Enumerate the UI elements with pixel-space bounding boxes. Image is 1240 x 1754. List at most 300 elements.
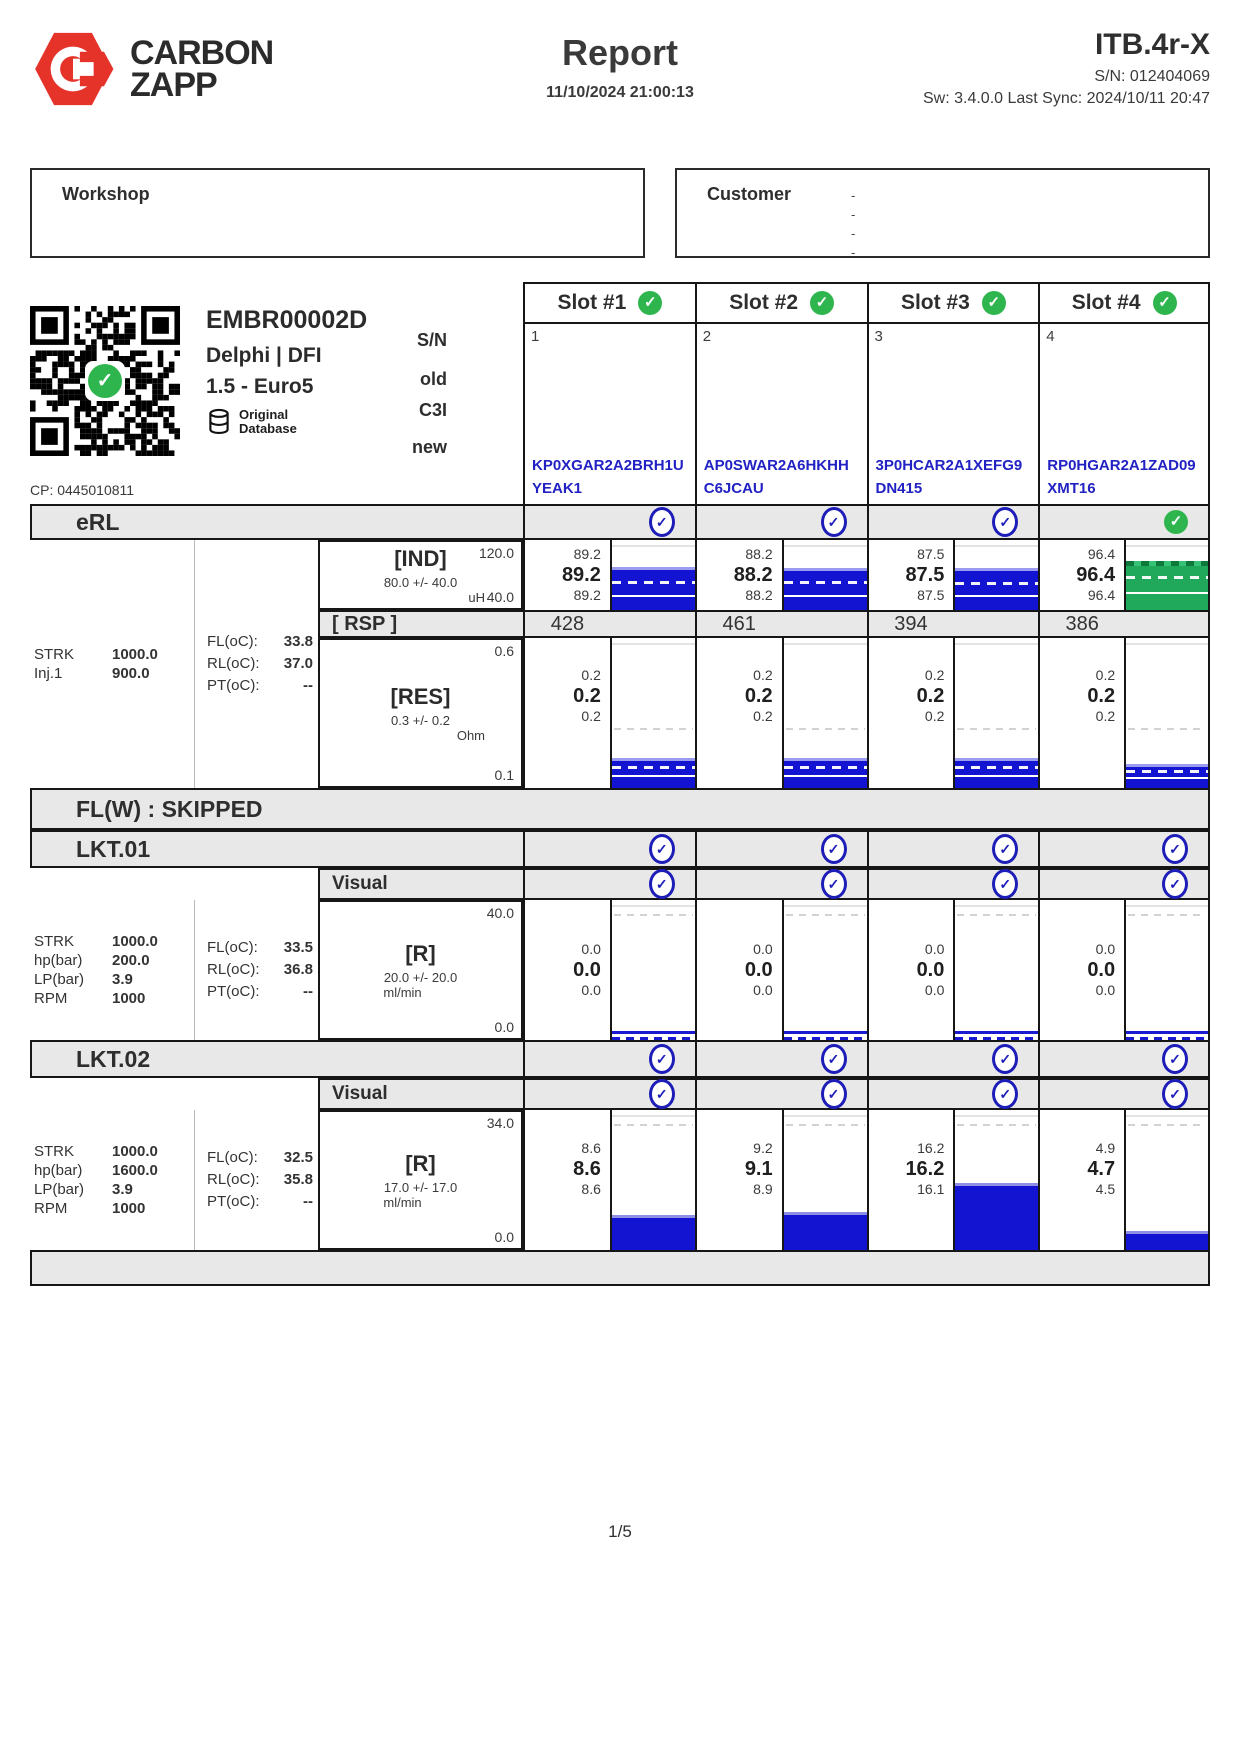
param-name: STRK [34,1143,75,1160]
customer-label: Customer [707,184,792,204]
lkt02-visual-row [30,1078,1210,1110]
temp-value: 33.8 [283,633,313,650]
brand-name [130,33,274,104]
param-value: 1000 [112,1200,146,1217]
qr-code [30,306,180,456]
temp-value: 36.8 [283,961,313,978]
header-device-block [880,18,1210,108]
value-min: 0.0 [581,982,601,998]
value-max: 0.0 [1095,941,1116,957]
erl-slot3-status [867,504,1039,540]
param-value: 1000.0 [112,646,158,663]
res-slot2-bar [784,758,867,788]
slot-1-injector-code [532,454,684,501]
param-name: STRK [34,646,75,663]
value-min: 96.4 [1087,587,1116,603]
lkt01-slot3-status [867,830,1039,868]
lkt01-slot2-bar [784,1031,867,1040]
rsp-slot1-result [523,610,695,638]
lkt02-slot3-chart [953,1110,1038,1250]
lkt02-slot1-bar [612,1215,695,1250]
res-slot1-result [523,638,695,788]
lkt01-slot4-bar [1126,1031,1208,1040]
param-name: STRK [34,933,75,950]
ind-test-unit: uH [468,589,485,605]
erl-parameters [30,540,195,788]
lkt02-slot4-result [1038,1110,1210,1250]
workshop-label: Workshop [62,184,150,204]
database-row [206,408,367,437]
slot-3-cell [867,282,1039,504]
lkt01-visual-row [30,868,1210,900]
code-line2: YEAK1 [532,479,583,497]
slot-1-number: 1 [531,328,540,345]
ind-slot3-chart [953,540,1038,610]
slot-2-body [697,324,867,504]
value-avg: 96.4 [1076,564,1116,586]
check-icon: ✓ [992,507,1018,537]
param-name: LP(bar) [34,971,85,988]
lkt01-slot4-result [1038,900,1210,1040]
check-icon: ✓ [649,834,675,864]
old-code-value: C3I [418,400,447,420]
lkt01-slot1-bar [612,1031,695,1040]
lkt01-slot4-values [1040,900,1124,1040]
check-icon: ✓ [821,507,847,537]
res-slot3-bar [955,758,1038,788]
ind-slot2-bar [784,568,867,610]
temp-value: 33.5 [283,939,313,956]
lkt02-slot2-result [695,1110,867,1250]
temp-name: FL(oC): [207,1149,258,1166]
res-slot3-chart [953,638,1038,788]
injector-info [180,306,367,504]
lkt01-slot1-chart [610,900,695,1040]
lkt02-visual-slot2 [695,1078,867,1110]
lkt01-slot4-status [1038,830,1210,868]
value-min: 0.0 [1095,982,1116,998]
carbon-zapp-logo-icon [30,26,116,112]
flw-title: FL(W) : SKIPPED [76,795,263,822]
value-avg: 16.2 [905,1158,945,1180]
workshop-box [30,168,645,258]
r-axis-min: 0.0 [494,1019,514,1035]
erl-slot2-status [695,504,867,540]
code-line1: RP0HGAR2A1ZAD09 [1047,456,1196,474]
value-min: 8.9 [753,1181,773,1197]
slot-3-number: 3 [874,328,883,345]
res-slot1-values [525,638,610,788]
footer-band [30,1250,1210,1286]
slot-1-cell [523,282,695,504]
value-avg: 0.2 [916,685,945,707]
report-datetime: 11/10/2024 21:00:13 [546,84,694,101]
lkt02-slot2-chart [782,1110,867,1250]
lkt01-slot1-status [523,830,695,868]
param-value: 3.9 [112,1181,133,1198]
value-avg: 0.0 [744,959,773,981]
temp-name: PT(oC): [207,983,260,1000]
lkt02-title: LKT.02 [30,1040,523,1078]
injector-id-cell [30,282,523,504]
sn-label: S/N [416,330,447,350]
r-test-unit: ml/min [383,1194,422,1210]
check-icon: ✓ [992,1044,1018,1074]
param-value: 1600.0 [112,1162,158,1179]
lkt01-section-header [30,830,1210,868]
ind-slot2-result [695,540,867,610]
erl-temperatures [195,540,318,788]
lkt02-temperatures [195,1110,318,1250]
param-value: 900.0 [112,665,150,682]
temp-value: 37.0 [283,655,313,672]
ind-slot1-values [525,540,610,610]
ind-slot3-result [867,540,1039,610]
res-test-unit: Ohm [456,727,485,743]
value-max: 0.2 [1095,667,1116,683]
visual-row-spacer [30,868,318,900]
check-icon: ✓ [649,507,675,537]
old-label: old [420,369,447,389]
temp-name: FL(oC): [207,939,258,956]
lkt02-slot3-bar [955,1183,1038,1250]
device-software: Sw: 3.4.0.0 Last Sync: 2024/10/11 20:47 [922,90,1210,107]
qr-check-overlay [85,361,125,401]
check-icon: ✓ [638,291,662,315]
page-title: Report [562,32,678,73]
header-center [360,18,880,102]
check-icon: ✓ [810,291,834,315]
res-test-name: [RES] [390,683,451,709]
lkt01-visual-slot2 [695,868,867,900]
value-avg: 0.0 [1087,959,1116,981]
info-boxes [30,168,1210,258]
brand-line2: ZAPP [130,66,217,104]
lkt01-slot2-values [697,900,782,1040]
lkt01-slot3-result [867,900,1039,1040]
check-icon: ✓ [1162,869,1188,899]
param-name: hp(bar) [34,1162,83,1179]
lkt02-slot3-values [869,1110,954,1250]
page-number: 1/5 [608,1522,632,1541]
cp-number: CP: 0445010811 [30,482,135,498]
ind-slot1-result [523,540,695,610]
lkt01-slot2-result [695,900,867,1040]
res-slot1-bar [612,758,695,788]
param-value: 1000 [112,990,146,1007]
value-max: 0.0 [924,941,945,957]
param-name: RPM [34,1200,68,1217]
lkt01-title: LKT.01 [30,830,523,868]
value-max: 4.9 [1095,1140,1116,1156]
slot-3-header [869,284,1039,324]
database-icon [206,408,232,436]
lkt01-slot1-result [523,900,695,1040]
rsp-value: 386 [1065,612,1099,635]
check-icon: ✓ [992,869,1018,899]
value-avg: 4.7 [1087,1158,1116,1180]
new-label: new [411,437,447,457]
slot-1-header [525,284,695,324]
ind-slot3-values [869,540,954,610]
lkt01-visual-label: Visual [318,868,523,900]
lkt02-r-test-box [318,1110,523,1250]
lkt02-visual-slot3 [867,1078,1039,1110]
ind-slot2-chart [782,540,867,610]
r-test-spec: 17.0 +/- 17.0 [383,1179,458,1195]
lkt02-visual-label: Visual [318,1078,523,1110]
value-max: 89.2 [573,546,601,562]
report-header [30,18,1210,146]
param-value: 200.0 [112,952,150,969]
res-slot4-result [1038,638,1210,788]
value-max: 8.6 [581,1140,601,1156]
code-line1: KP0XGAR2A2BRH1U [532,456,684,474]
res-slot2-result [695,638,867,788]
rsp-value: 461 [722,612,756,635]
check-icon: ✓ [88,364,122,398]
temp-value: -- [303,677,313,694]
value-max: 16.2 [917,1140,945,1156]
temp-value: -- [303,1193,313,1210]
value-avg: 0.0 [573,959,601,981]
lkt02-slot4-status [1038,1040,1210,1078]
param-value: 1000.0 [112,1143,158,1160]
lkt01-visual-slot1 [523,868,695,900]
customer-line: - [851,188,856,203]
rsp-slot2-result [695,610,867,638]
res-test-box [318,638,523,788]
slot-3-label: Slot #3 [900,291,970,314]
slot-2-label: Slot #2 [729,291,799,314]
database-label-line1: Original [239,407,289,422]
value-avg: 0.2 [573,685,601,707]
slot-3-body [869,324,1039,504]
value-max: 0.2 [753,667,773,683]
res-slot4-bar [1126,764,1208,788]
erl-title: eRL [30,504,523,540]
temp-value: -- [303,983,313,1000]
r-test-name: [R] [405,1150,436,1176]
visual-row-spacer [30,1078,318,1110]
value-avg: 0.0 [916,959,945,981]
check-icon: ✓ [821,1079,847,1109]
injector-code: EMBR00002D [206,306,368,334]
qr-code-image [30,443,180,460]
check-icon: ✓ [649,869,675,899]
device-name: ITB.4r-X [1094,28,1210,61]
param-name: Inj.1 [34,665,63,682]
temp-name: PT(oC): [207,677,260,694]
check-icon: ✓ [992,1079,1018,1109]
lkt02-section-header [30,1040,1210,1078]
param-name: hp(bar) [34,952,83,969]
value-min: 88.2 [745,587,773,603]
lkt02-slot1-status [523,1040,695,1078]
res-slot2-values [697,638,782,788]
flw-section-header [30,788,1210,830]
res-axis-min: 0.1 [494,767,514,783]
slot-2-number: 2 [702,328,712,345]
res-slot3-result [867,638,1039,788]
value-avg: 8.6 [573,1158,601,1180]
lkt01-r-test-box [318,900,523,1040]
lkt02-slot1-chart [610,1110,695,1250]
rsp-slot4-result [1038,610,1210,638]
lkt02-slot1-values [525,1110,610,1250]
lkt02-slot3-result [867,1110,1039,1250]
value-min: 89.2 [573,587,601,603]
ind-slot3-bar [955,568,1038,610]
temp-name: RL(oC): [207,961,260,978]
slot-4-header [1040,284,1208,324]
lkt01-visual-slot4 [1038,868,1210,900]
temp-name: PT(oC): [207,1193,260,1210]
injector-make: Delphi | DFI [206,344,322,367]
temp-value: 35.8 [283,1171,313,1188]
erl-test-group [30,540,1210,788]
res-slot1-chart [610,638,695,788]
slot-1-body [525,324,695,504]
check-icon: ✓ [649,1079,675,1109]
lkt02-slot4-values [1040,1110,1124,1250]
lkt01-test-group [30,900,1210,1040]
slot-3-injector-code [876,454,1023,501]
r-axis-max: 34.0 [486,1115,514,1131]
slot-2-cell [695,282,867,504]
lkt01-slot3-values [869,900,954,1040]
lkt02-slot2-bar [784,1212,867,1250]
r-test-name: [R] [405,940,436,966]
rsp-value: 428 [550,612,585,635]
lkt02-slot3-status [867,1040,1039,1078]
ind-axis-max: 120.0 [478,545,514,561]
database-label-line2: Database [239,421,297,437]
value-max: 0.2 [581,667,601,683]
rsp-test-name: [ RSP ] [318,610,523,638]
ind-slot4-result [1038,540,1210,610]
lkt02-slot2-values [697,1110,782,1250]
erl-slot4-status [1038,504,1210,540]
code-line2: XMT16 [1047,479,1096,497]
lkt02-parameters [30,1110,195,1250]
ind-axis-min: 40.0 [486,589,514,605]
lkt01-slot3-bar [955,1031,1038,1040]
lkt01-visual-slot3 [867,868,1039,900]
temp-value: 32.5 [283,1149,313,1166]
temp-name: RL(oC): [207,655,260,672]
customer-line: - [851,207,856,222]
slot-2-header [697,284,867,324]
temp-name: RL(oC): [207,1171,260,1188]
check-icon: ✓ [992,834,1018,864]
brand-logo [30,18,360,112]
res-test-spec: 0.3 +/- 0.2 [391,712,450,728]
slot-4-body [1040,324,1208,504]
value-min: 0.2 [1095,708,1116,724]
value-min: 87.5 [917,587,945,603]
value-min: 4.5 [1095,1181,1116,1197]
lkt01-slot2-chart [782,900,867,1040]
value-max: 0.2 [924,667,945,683]
value-avg: 89.2 [561,564,601,586]
r-axis-max: 40.0 [486,905,514,921]
ind-slot2-values [697,540,782,610]
customer-line: - [851,245,856,260]
res-slot4-values [1040,638,1124,788]
res-slot4-chart [1124,638,1208,788]
ind-test-spec: 80.0 +/- 40.0 [383,574,458,590]
value-min: 16.1 [917,1181,945,1197]
slot-1-label: Slot #1 [557,291,627,314]
value-max: 88.2 [745,546,773,562]
value-min: 8.6 [581,1181,601,1197]
lkt01-slot1-values [525,900,610,1040]
check-icon: ✓ [1164,510,1188,534]
injector-engine: 1.5 - Euro5 [206,375,314,398]
check-icon: ✓ [1153,291,1177,315]
value-min: 0.2 [924,708,945,724]
value-max: 87.5 [917,546,945,562]
res-slot2-chart [782,638,867,788]
value-avg: 0.2 [744,685,773,707]
value-avg: 0.2 [1087,685,1116,707]
param-name: LP(bar) [34,1181,85,1198]
rsp-value: 394 [894,612,928,635]
value-max: 9.2 [753,1140,773,1156]
check-icon: ✓ [821,869,847,899]
database-label [239,408,297,437]
param-value: 3.9 [112,971,133,988]
ind-slot1-bar [612,567,695,610]
check-icon: ✓ [1162,834,1188,864]
value-min: 0.2 [581,708,601,724]
lkt02-slot1-result [523,1110,695,1250]
customer-box [675,168,1210,258]
check-icon: ✓ [1162,1044,1188,1074]
ind-test-name: [IND] [394,545,447,571]
check-icon: ✓ [982,291,1006,315]
check-icon: ✓ [649,1044,675,1074]
lkt02-test-group [30,1110,1210,1250]
r-test-unit: ml/min [383,984,422,1000]
code-line1: AP0SWAR2A6HKHH [703,456,849,474]
lkt02-slot4-chart [1124,1110,1208,1250]
param-name: RPM [34,990,68,1007]
lkt01-slot3-chart [953,900,1038,1040]
device-serial: S/N: 012404069 [1094,68,1210,85]
lkt02-slot4-bar [1126,1231,1208,1250]
erl-section-header [30,504,1210,540]
lkt01-parameters [30,900,195,1040]
value-min: 0.2 [753,708,773,724]
temp-name: FL(oC): [207,633,258,650]
erl-slot1-status [523,504,695,540]
slot-2-injector-code [704,454,849,501]
ind-test-box [318,540,523,610]
r-axis-min: 0.0 [494,1229,514,1245]
code-line2: DN415 [875,479,923,497]
value-max: 0.0 [581,941,601,957]
code-line2: C6JCAU [703,479,764,497]
ind-slot4-bar [1126,561,1208,610]
lkt02-slot2-status [695,1040,867,1078]
value-min: 0.0 [753,982,773,998]
value-avg: 88.2 [733,564,773,586]
ind-slot1-chart [610,540,695,610]
lkt02-visual-slot1 [523,1078,695,1110]
check-icon: ✓ [821,834,847,864]
